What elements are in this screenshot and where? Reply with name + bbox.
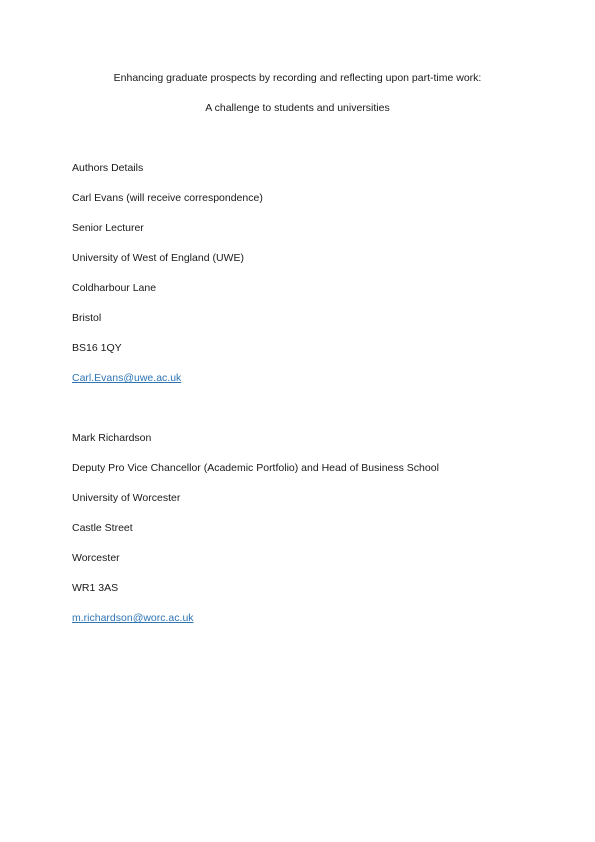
- author1-role: Senior Lecturer: [72, 222, 144, 234]
- author1-street: Coldharbour Lane: [72, 282, 157, 294]
- author1-postcode: BS16 1QY: [72, 342, 122, 354]
- author2-street: Castle Street: [72, 522, 133, 534]
- author2-postcode: WR1 3AS: [72, 582, 119, 594]
- author2-role: Deputy Pro Vice Chancellor (Academic Portfolio) and Head of Business School: [72, 462, 439, 474]
- author2-city: Worcester: [72, 552, 120, 564]
- author1-city: Bristol: [72, 312, 102, 324]
- title-line-2: A challenge to students and universities: [205, 102, 390, 114]
- author1-name: Carl Evans (will receive correspondence): [72, 192, 263, 204]
- author1-institution: University of West of England (UWE): [72, 252, 244, 264]
- authors-heading: Authors Details: [72, 162, 144, 174]
- author2-institution: University of Worcester: [72, 492, 181, 504]
- author2-name: Mark Richardson: [72, 432, 152, 444]
- author2-email-link[interactable]: m.richardson@worc.ac.uk: [72, 612, 194, 624]
- title-line-1: Enhancing graduate prospects by recording and reflecting upon part-time work:: [113, 72, 482, 84]
- author1-email-link[interactable]: Carl.Evans@uwe.ac.uk: [72, 372, 182, 384]
